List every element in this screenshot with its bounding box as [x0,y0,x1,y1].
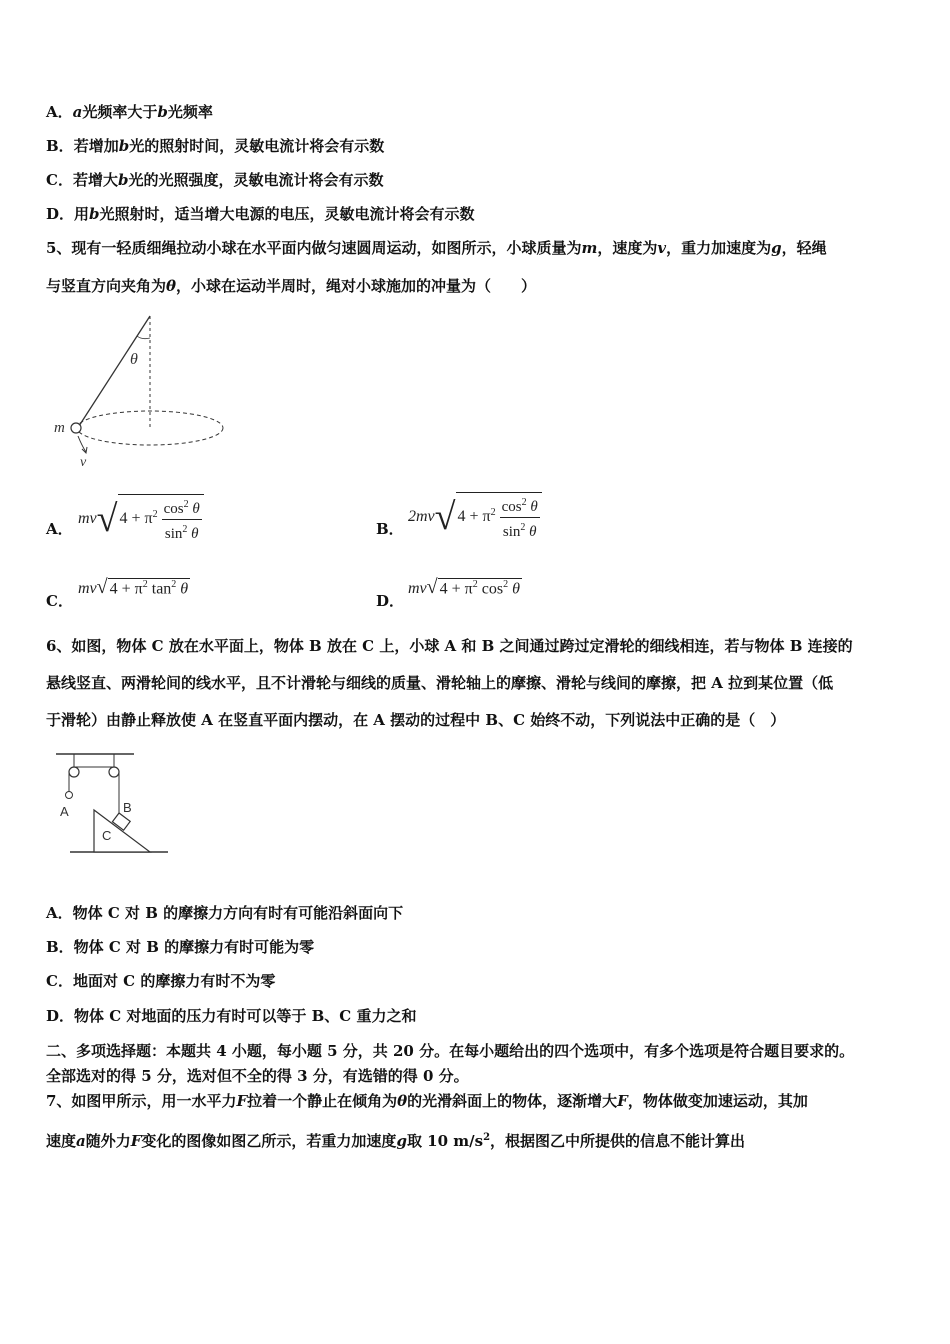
label-b: B [123,800,132,815]
q6-option-c: C．地面对 C 的摩擦力有时不为零 [46,972,276,990]
q5-stem-line2: 与竖直方向夹角为θ，小球在运动半周时，绳对小球施加的冲量为（ ） [46,277,537,295]
q5-option-b-formula: 2mv√ $4 + \pi^2$ $\frac{\cos^2 \theta}{\sin^2 \theta}$ [408,492,542,542]
v-label: v [80,455,87,468]
rope [79,316,150,426]
q5-option-c-label: C． [46,592,73,610]
right-pulley [109,767,119,777]
section2-header-line1: 二、多项选择题：本题共 4 小题，每小题 5 分，共 20 分。在每小题给出的四个选项中，有多个选项是符合题目要求的。 [46,1042,855,1060]
left-pulley [69,767,79,777]
conical-pendulum-figure [50,308,240,468]
ball-a [66,792,73,799]
q6-option-a: A．物体 C 对 B 的摩擦力方向有时有可能沿斜面向下 [46,904,404,922]
q4-option-a: A．a光频率大于b光频率 [46,103,213,121]
q5-option-d-label: D． [376,592,405,610]
q5-option-a-label: A． [46,520,73,538]
q5-option-a-formula: mv√ $4 + \pi^2$ $\frac{\cos^2 \theta}{\sin^2 \theta}$ [78,494,204,544]
pulley-incline-figure [50,748,175,858]
section2-header-line2: 全部选对的得 5 分，选对但不全的得 3 分，有选错的得 0 分。 [46,1067,469,1085]
label-a: A [60,804,69,819]
label-c: C [102,828,112,843]
ball [71,423,81,433]
q6-option-d: D．物体 C 对地面的压力有时可以等于 B、C 重力之和 [46,1007,417,1025]
q5-option-d-formula: mv√ $4 + \pi^2$ $\cos^2 \theta$ [408,576,520,598]
q6-stem-line3: 于滑轮）由静止释放使 A 在竖直平面内摆动，在 A 摆动的过程中 B、C 始终不动，下列说法中正确的是（ ） [46,711,786,729]
theta-label: θ [130,351,138,368]
m-label: m [54,420,65,436]
q4-option-c: C．若增大b光的光照强度，灵敏电流计将会有示数 [46,171,384,189]
theta-arc [137,336,150,339]
q5-option-c-formula: mv√ $4 + \pi^2$ $\tan^2 \theta$ [78,576,189,598]
q5-option-b-label: B． [376,520,404,538]
q6-option-b: B．物体 C 对 B 的摩擦力有时可能为零 [46,938,315,956]
q7-stem-line2: 速度a随外力F变化的图像如图乙所示，若重力加速度g取 10 $m/s^2$，根据图乙中所提供的信息不能计算出 [46,1132,746,1150]
q4-option-d: D．用b光照射时，适当增大电源的电压，灵敏电流计将会有示数 [46,205,475,223]
q5-stem-line1: 5、现有一轻质细绳拉动小球在水平面内做匀速圆周运动，如图所示，小球质量为m，速度为v，重力加速度为g，轻绳 [46,239,827,257]
q7-stem-line1: 7、如图甲所示，用一水平力F拉着一个静止在倾角为θ的光滑斜面上的物体，逐渐增大F，物体做变加速运动，其加 [46,1092,808,1110]
q4-option-b: B．若增加b光的照射时间，灵敏电流计将会有示数 [46,137,385,155]
q6-stem-line1: 6、如图，物体 C 放在水平面上，物体 B 放在 C 上，小球 A 和 B 之间通过跨过定滑轮的细线相连，若与物体 B 连接的 [46,637,853,655]
q6-stem-line2: 悬线竖直、两滑轮间的线水平，且不计滑轮与细线的质量、滑轮轴上的摩擦、滑轮与线间的摩擦，把 A 拉到某位置（低 [46,674,834,692]
